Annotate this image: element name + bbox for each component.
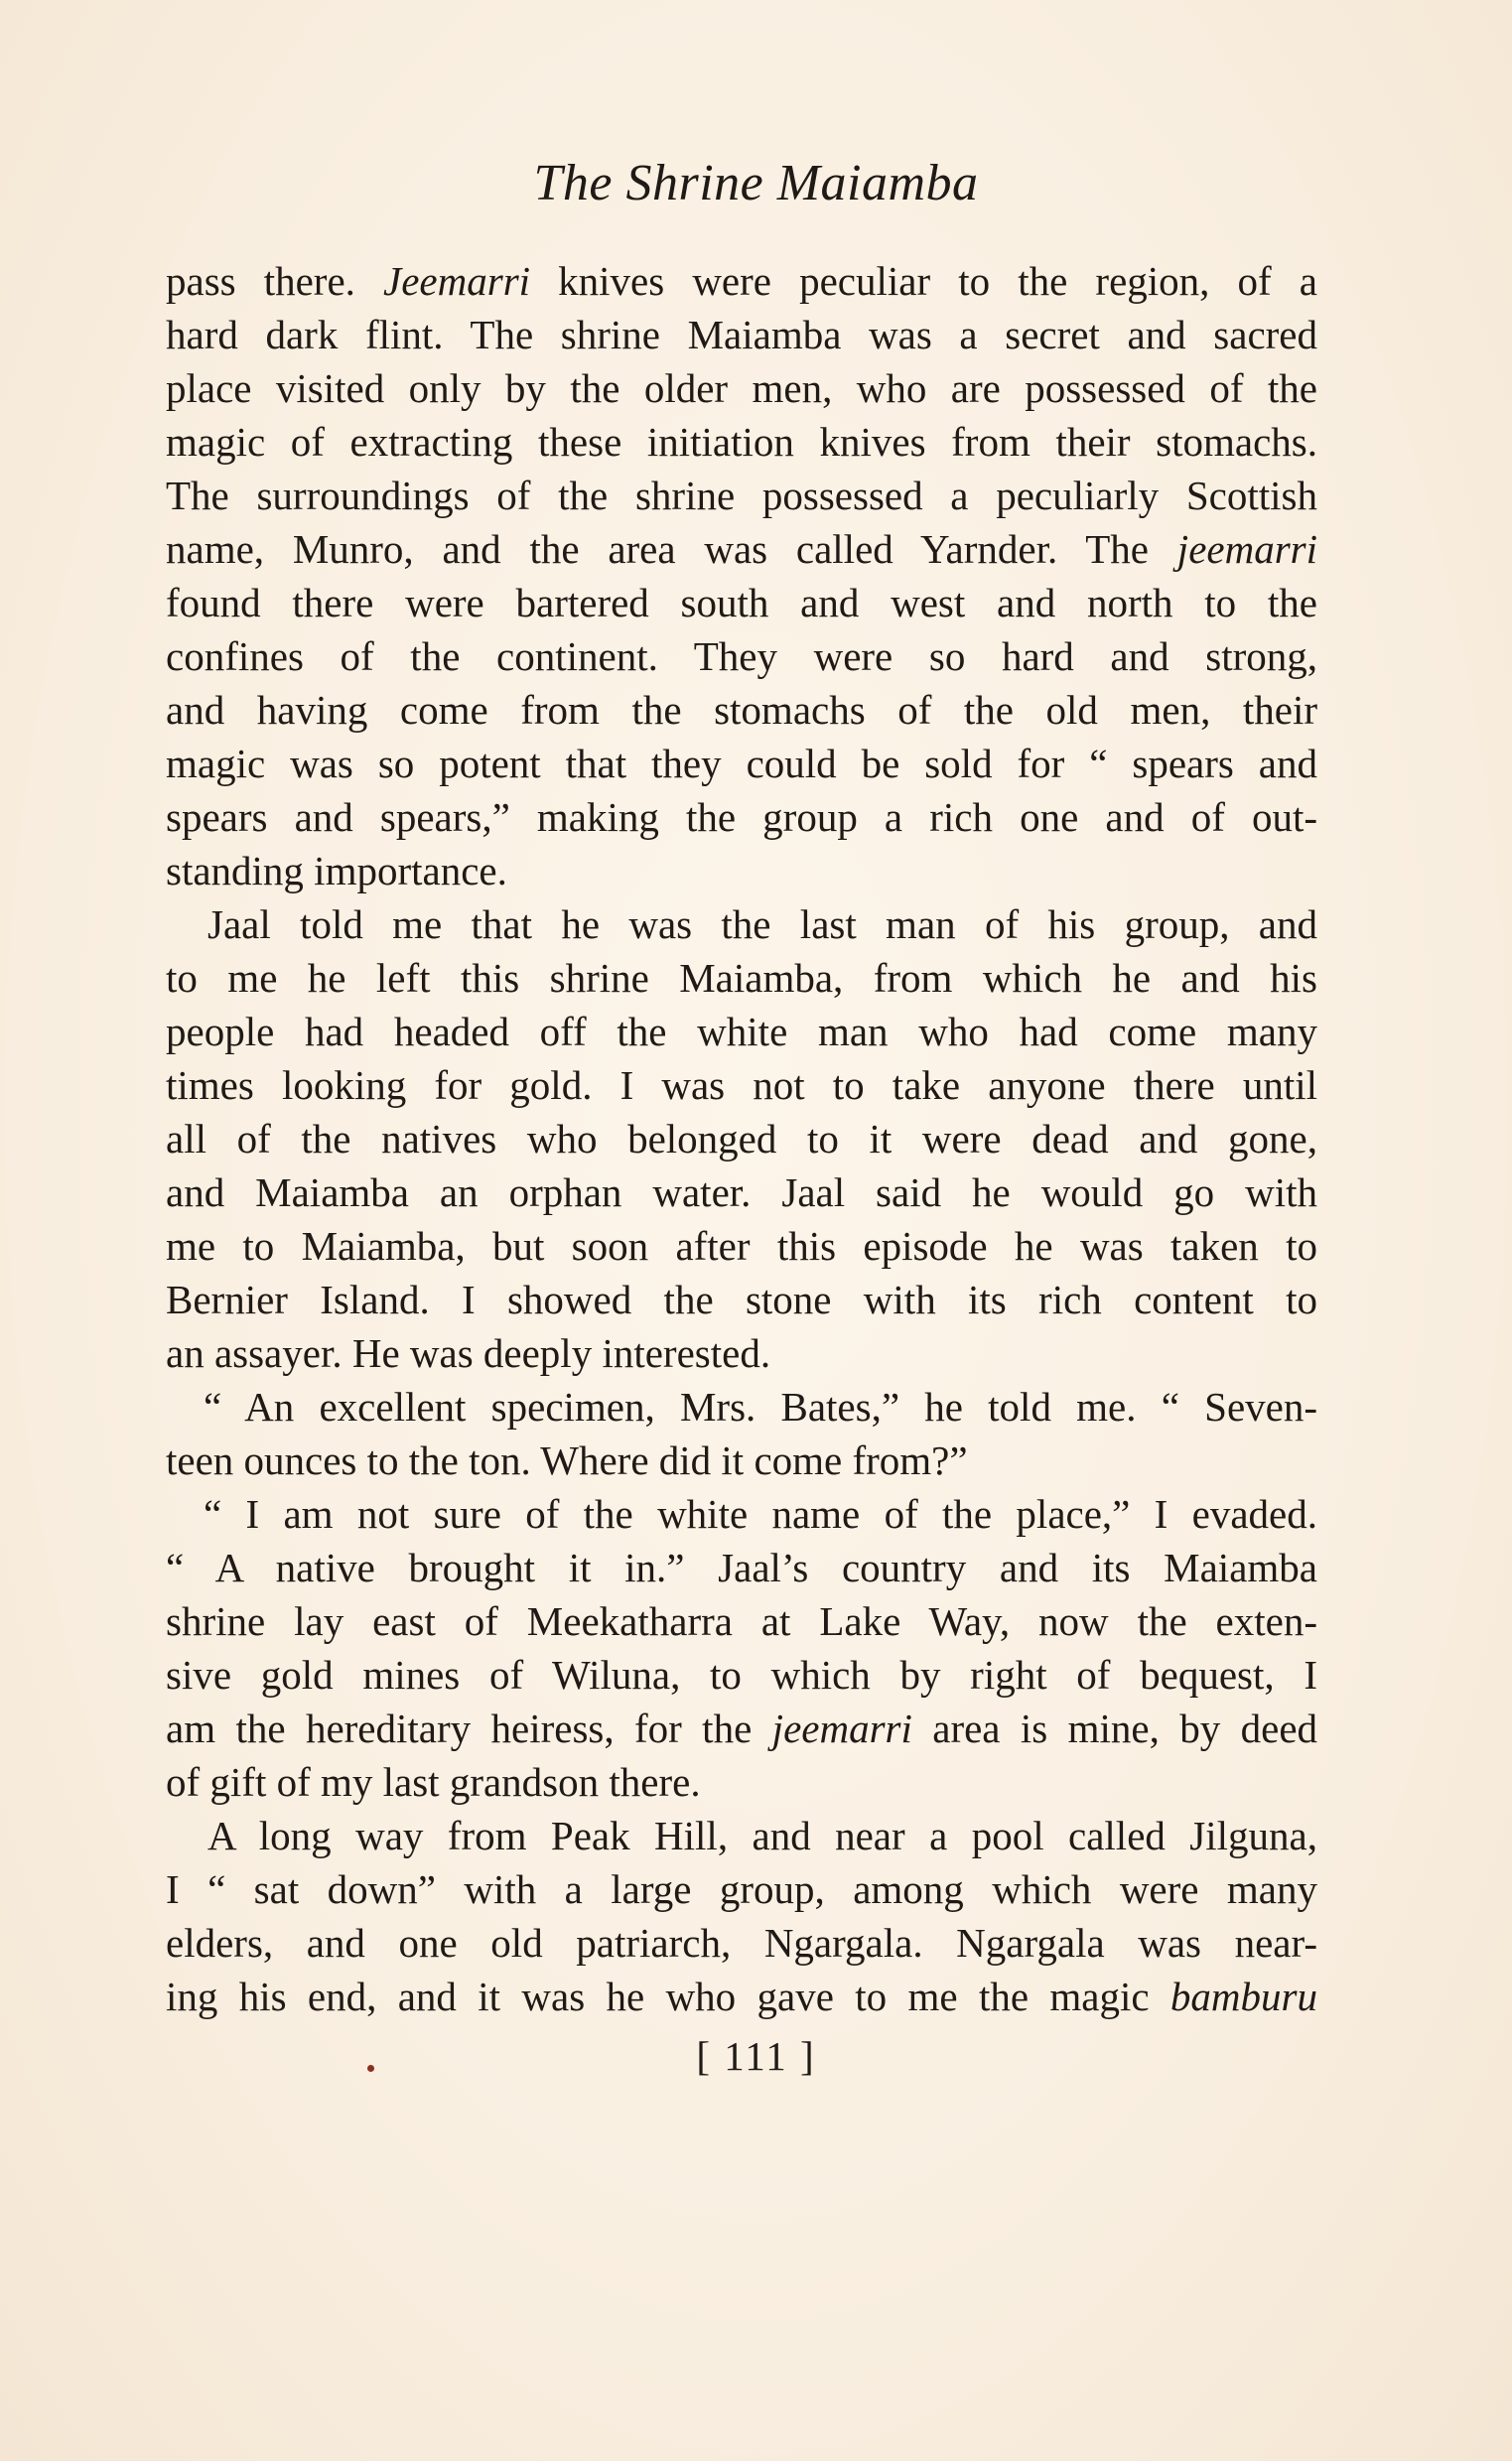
text-line: magic was so potent that they could be sold for “ spears and (166, 741, 1317, 786)
text-line: A long way from Peak Hill, and near a pool called Jilguna, (207, 1813, 1317, 1858)
text-line: and having come from the stomachs of the old men, their (166, 687, 1317, 733)
text-line: magic of extracting these initiation knives from their stomachs. (166, 419, 1317, 465)
text-line: “ A native brought it in.” Jaal’s country and its Maiamba (166, 1545, 1317, 1590)
text-line: place visited only by the older men, who are possessed of the (166, 365, 1317, 411)
text-line: elders, and one old patriarch, Ngargala. Ngargala was near- (166, 1920, 1317, 1966)
text-line: Jaal told me that he was the last man of his group, and (207, 901, 1317, 947)
text-line: an assayer. He was deeply interested. (166, 1330, 771, 1376)
text-line: teen ounces to the ton. Where did it come from?” (166, 1437, 968, 1483)
text-line: shrine lay east of Meekatharra at Lake Way, now the exten- (166, 1598, 1317, 1644)
text-line: “ An excellent specimen, Mrs. Bates,” he told me. “ Seven- (204, 1384, 1317, 1430)
text-line: I “ sat down” with a large group, among which were many (166, 1866, 1317, 1912)
text-line: pass there. Jeemarri knives were peculiar to the region, of a (166, 258, 1317, 304)
text-line: times looking for gold. I was not to take anyone there until (166, 1062, 1317, 1108)
body-text (166, 254, 1317, 2023)
text-line: am the hereditary heiress, for the jeemarri area is mine, by deed (166, 1706, 1318, 1751)
text-line: me to Maiamba, but soon after this episode he was taken to (166, 1223, 1317, 1269)
text-line: The surroundings of the shrine possessed a peculiarly Scottish (166, 473, 1317, 518)
running-head: The Shrine Maiamba (533, 155, 979, 211)
text-line: hard dark flint. The shrine Maiamba was a secret and sacred (166, 312, 1317, 357)
text-line: to me he left this shrine Maiamba, from which he and his (166, 955, 1317, 1001)
text-line: confines of the continent. They were so hard and strong, (166, 633, 1317, 679)
page-number: [ 111 ] (696, 2033, 816, 2079)
text-line: Bernier Island. I showed the stone with its rich content to (166, 1277, 1317, 1322)
text-line: spears and spears,” making the group a rich one and of out- (166, 794, 1317, 840)
text-line: and Maiamba an orphan water. Jaal said he would go with (166, 1169, 1317, 1215)
text-line: all of the natives who belonged to it were dead and gone, (166, 1116, 1317, 1162)
text-line: found there were bartered south and west and north to the (166, 580, 1317, 625)
text-line: ing his end, and it was he who gave to me the magic bamburu (166, 1974, 1317, 2019)
text-line: standing importance. (166, 848, 507, 893)
text-line: “ I am not sure of the white name of the place,” I evaded. (204, 1491, 1317, 1537)
text-line: of gift of my last grandson there. (166, 1759, 701, 1805)
text-line: sive gold mines of Wiluna, to which by right of bequest, I (166, 1652, 1317, 1698)
text-line: name, Munro, and the area was called Yarnder. The jeemarri (166, 526, 1317, 572)
text-line: people had headed off the white man who had come many (166, 1009, 1317, 1054)
